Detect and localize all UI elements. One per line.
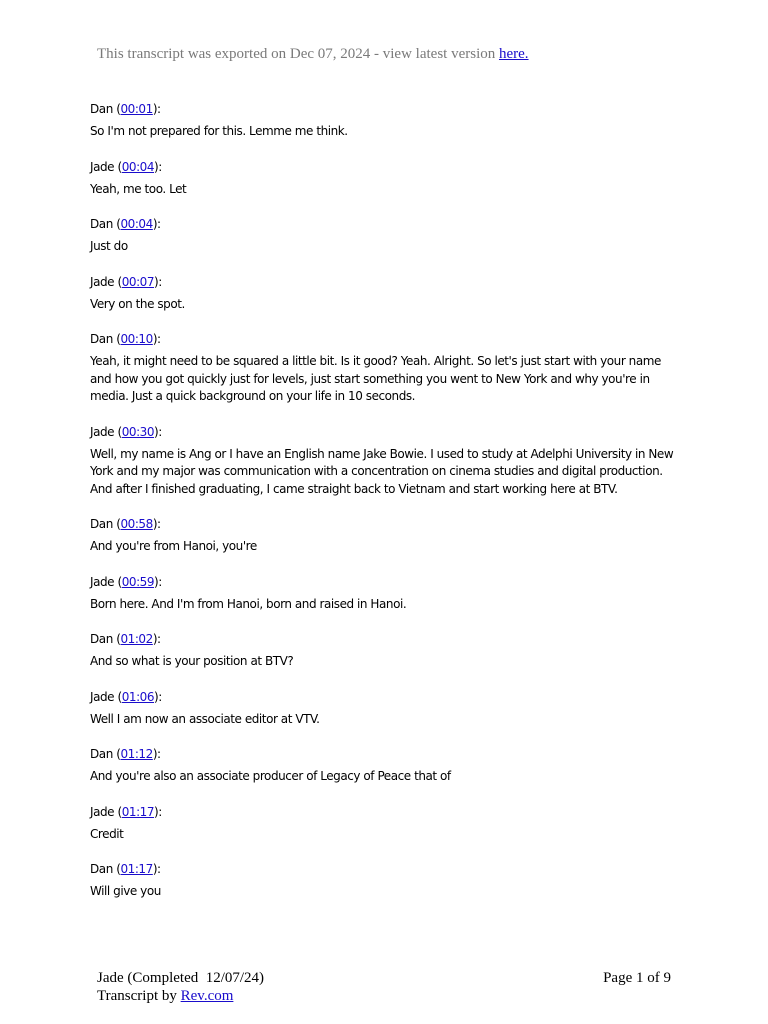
page-footer <box>97 969 671 1005</box>
transcript-entry <box>90 803 682 844</box>
speaker-line: Dan (01:12): <box>90 747 161 761</box>
transcript-entry <box>90 573 682 614</box>
timestamp-link[interactable]: 00:59 <box>121 574 155 589</box>
transcript-body <box>90 100 682 918</box>
transcript-entry <box>90 273 682 314</box>
speaker-line: Dan (00:01): <box>90 102 161 116</box>
transcript-entry <box>90 745 682 786</box>
speaker-line: Jade (00:59): <box>90 574 162 589</box>
speaker-line: Dan (01:17): <box>90 862 161 876</box>
timestamp-link[interactable]: 00:01 <box>120 102 153 116</box>
transcript-entry <box>90 330 682 406</box>
speaker-line: Dan (01:02): <box>90 632 161 646</box>
speaker-name: Jade <box>90 689 115 704</box>
speaker-name: Dan <box>90 862 113 876</box>
speaker-name: Dan <box>90 102 113 116</box>
timestamp-link[interactable]: 01:12 <box>120 747 153 761</box>
timestamp-link[interactable]: 01:17 <box>120 862 153 876</box>
timestamp-link[interactable]: 00:30 <box>121 424 155 439</box>
speaker-line: Jade (00:30): <box>90 424 162 439</box>
timestamp-link[interactable]: 00:58 <box>120 517 153 531</box>
utterance-text: Very on the spot. <box>90 296 185 311</box>
export-notice-text: This transcript was exported on Dec 07, 2024 - view latest version <box>97 46 499 62</box>
speaker-line: Jade (01:06): <box>90 689 162 704</box>
speaker-line: Jade (00:04): <box>90 159 162 174</box>
latest-version-link[interactable]: here. <box>498 46 529 62</box>
timestamp-link[interactable]: 00:10 <box>120 332 153 346</box>
speaker-line: Jade (01:17): <box>90 804 162 819</box>
utterance-text: So I'm not prepared for this. Lemme me think. <box>90 124 348 138</box>
speaker-name: Dan <box>90 632 113 646</box>
transcript-entry <box>90 100 682 141</box>
timestamp-link[interactable]: 00:04 <box>121 159 155 174</box>
footer-credit-prefix: Transcript by <box>97 988 181 1004</box>
transcript-entry <box>90 215 682 256</box>
transcript-entry <box>90 158 682 199</box>
speaker-line: Jade (00:07): <box>90 274 162 289</box>
speaker-name: Dan <box>90 332 113 346</box>
speaker-name: Jade <box>90 424 115 439</box>
speaker-name: Jade <box>90 274 115 289</box>
utterance-text: Will give you <box>90 884 161 898</box>
transcript-entry <box>90 860 682 901</box>
utterance-text: Born here. And I'm from Hanoi, born and raised in Hanoi. <box>90 596 407 611</box>
speaker-name: Jade <box>90 574 115 589</box>
speaker-line: Dan (00:04): <box>90 217 161 231</box>
speaker-line: Dan (00:10): <box>90 332 161 346</box>
utterance-text: Yeah, me too. Let <box>90 181 187 196</box>
export-notice <box>97 46 529 63</box>
utterance-text: Credit <box>90 826 124 841</box>
footer-status: Jade (Completed 12/07/24) <box>97 970 265 986</box>
transcript-entry <box>90 515 682 556</box>
timestamp-link[interactable]: 01:02 <box>120 632 153 646</box>
utterance-text: Well, my name is Ang or I have an English name Jake Bowie. I used to study at Adelphi University in New York and my major was communication with a concentration on cinema studies and digital production. And after I finished graduating, I came straight back to Vietnam and start working here at BTV. <box>90 446 674 496</box>
speaker-name: Dan <box>90 747 113 761</box>
speaker-name: Dan <box>90 517 113 531</box>
transcript-entry <box>90 688 682 729</box>
page-number: Page 1 of 9 <box>603 970 671 986</box>
timestamp-link[interactable]: 00:04 <box>120 217 153 231</box>
entry-list <box>90 100 682 901</box>
timestamp-link[interactable]: 01:06 <box>121 689 155 704</box>
speaker-name: Jade <box>90 159 115 174</box>
utterance-text: And you're from Hanoi, you're <box>90 539 257 553</box>
speaker-line: Dan (00:58): <box>90 517 161 531</box>
utterance-text: And so what is your position at BTV? <box>90 654 294 668</box>
utterance-text: Well I am now an associate editor at VTV. <box>90 711 320 726</box>
transcript-entry <box>90 423 682 499</box>
speaker-name: Dan <box>90 217 113 231</box>
utterance-text: And you're also an associate producer of Legacy of Peace that of <box>90 769 451 783</box>
timestamp-link[interactable]: 00:07 <box>121 274 155 289</box>
utterance-text: Just do <box>90 239 128 253</box>
footer-left <box>97 969 264 1005</box>
transcript-entry <box>90 630 682 671</box>
rev-link[interactable]: Rev.com <box>180 988 234 1004</box>
timestamp-link[interactable]: 01:17 <box>121 804 155 819</box>
speaker-name: Jade <box>90 804 115 819</box>
utterance-text: Yeah, it might need to be squared a little bit. Is it good? Yeah. Alright. So let's just start with your name and how you got quickly just for levels, just start something you went to New York and why you're in media. Just a quick background on your life in 10 seconds. <box>90 354 661 403</box>
